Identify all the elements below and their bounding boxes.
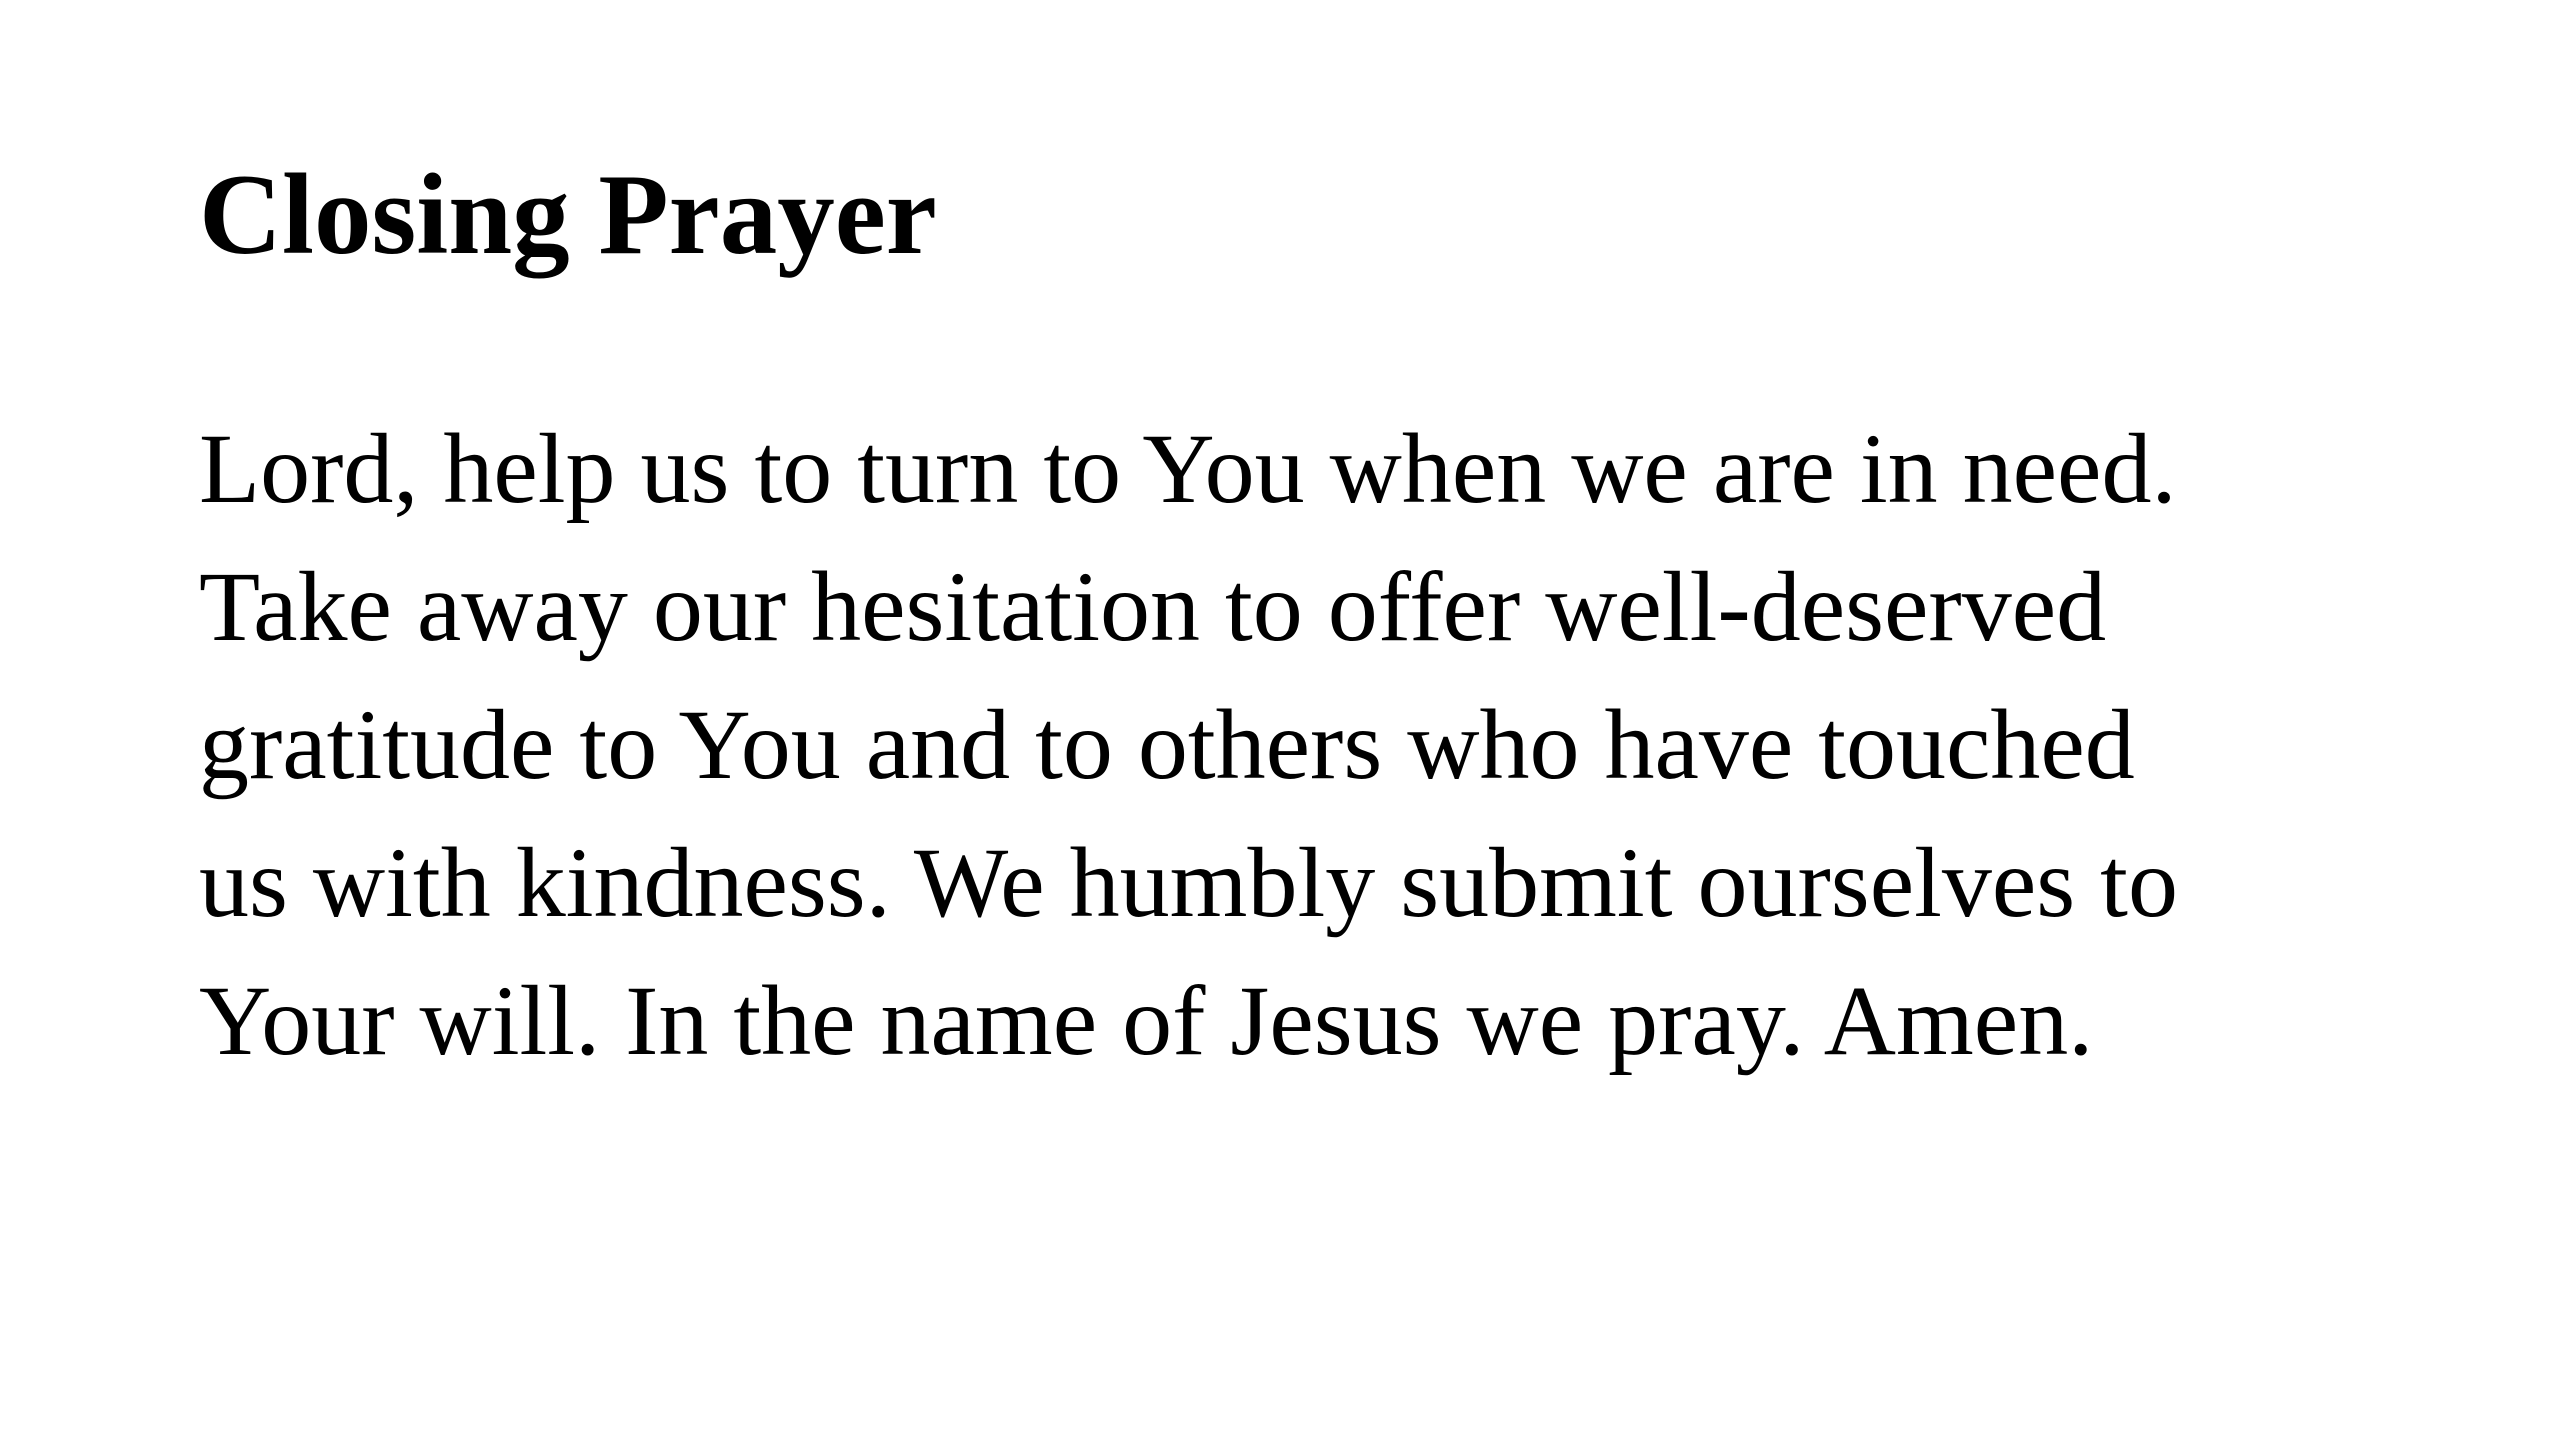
prayer-line: Your will. In the name of Jesus we pray. Amen. (199, 965, 2094, 1076)
page-title: Closing Prayer (199, 151, 937, 278)
prayer-line: gratitude to You and to others who have touched (199, 689, 2135, 800)
prayer-line: Lord, help us to turn to You when we are in need. (199, 413, 2177, 524)
prayer-line: us with kindness. We humbly submit ourselves to (199, 827, 2178, 938)
prayer-content (199, 140, 2419, 1090)
prayer-text (199, 400, 2419, 1090)
prayer-line: Take away our hesitation to offer well-deserved (199, 551, 2107, 662)
